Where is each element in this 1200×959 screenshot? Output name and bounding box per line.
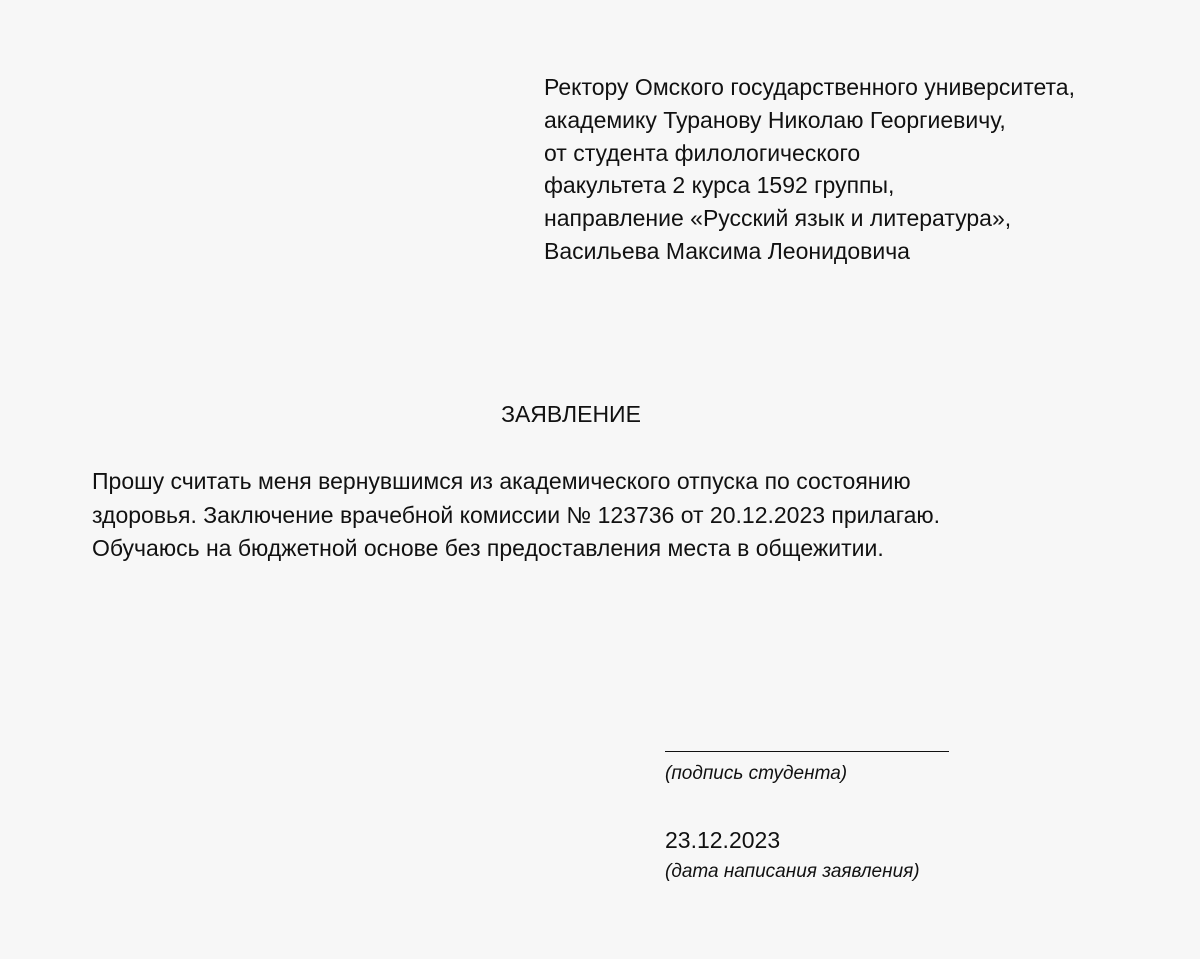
addressee-line: факультета 2 курса 1592 группы, [544,172,895,199]
signature-line [665,751,949,752]
addressee-line: направление «Русский язык и литература», [544,205,1012,232]
addressee-block [544,71,1164,268]
body-line: здоровья. Заключение врачебной комиссии № 123736 от 20.12.2023 прилагаю. [92,501,941,528]
body-line: Обучаюсь на бюджетной основе без предоставления места в общежитии. [92,535,884,561]
date-value: 23.12.2023 [665,827,781,853]
addressee-line: Ректору Омского государственного университета, [544,74,1075,100]
addressee-line: академику Туранову Николаю Георгиевичу, [544,106,1006,133]
addressee-line: Васильева Максима Леонидовича [544,237,910,264]
addressee-line: от студента филологического [544,139,861,166]
body-line: Прошу считать меня вернувшимся из академического отпуска по состоянию [92,468,911,494]
statement-body [92,465,1152,566]
document-title: ЗАЯВЛЕНИЕ [501,401,641,427]
signature-caption: (подпись студента) [665,763,848,784]
date-caption: (дата написания заявления) [665,861,920,882]
